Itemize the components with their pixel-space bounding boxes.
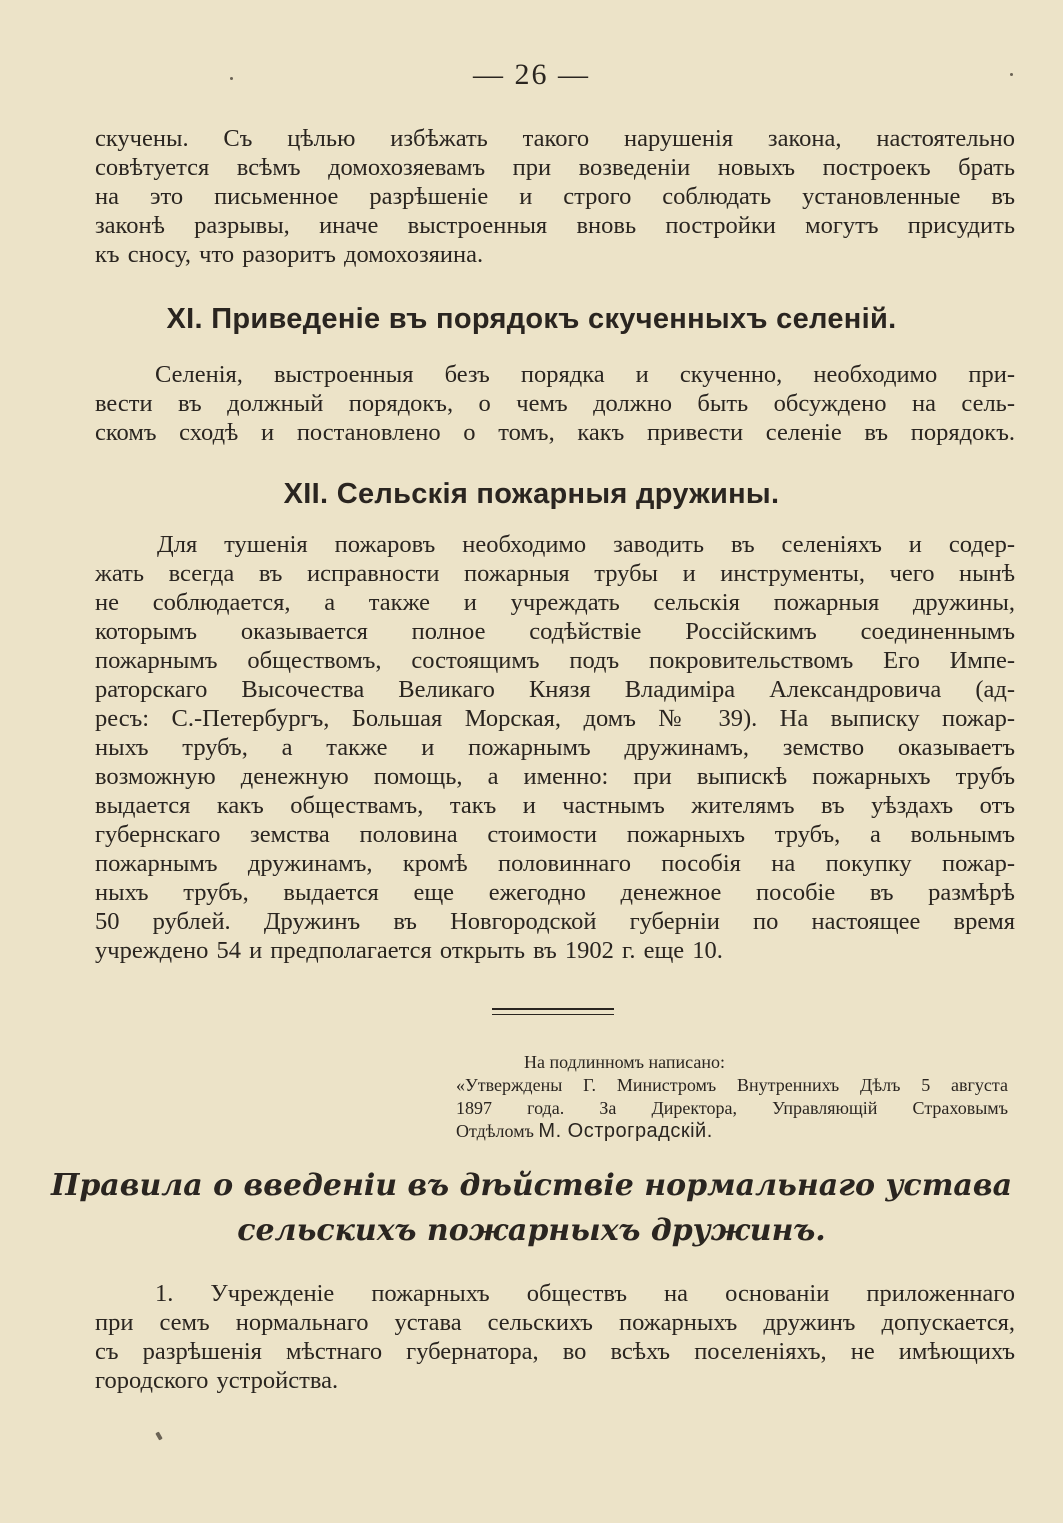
section-12-line: ныхъ трубъ, а также и пожарнымъ дружинамъ, земство оказываетъ [95,734,1015,761]
section-divider [492,1008,614,1015]
section-12-line: жать всегда въ исправности пожарныя трубы и инструменты, чего нынѣ [95,560,1015,587]
section-12-line: ныхъ трубъ, выдается еще ежегодно денежное пособіе въ размѣрѣ [95,879,1015,906]
section-12-line: не соблюдается, а также и учреждать сельскія пожарныя дружины, [95,589,1015,616]
approval-note-signature-line [456,1120,1008,1143]
section-11-line: скомъ сходѣ и постановлено о томъ, какъ привести селеніе въ порядокъ. [95,419,1015,446]
rules-title-line: Правила о введеніи въ дѣйствіе нормальнаго устава [50,1168,1013,1203]
intro-line: къ сносу, что разоритъ домохозяина. [95,241,484,268]
rules-title [0,1163,1063,1253]
signature-name: М. Остроградскій. [538,1120,713,1142]
approval-note-line: 1897 года. За Директора, Управляющій Страховымъ [456,1098,1008,1118]
approval-note-prefix: Отдѣломъ [456,1121,534,1141]
intro-line: законѣ разрывы, иначе выстроенныя вновь постройки могутъ присудить [95,212,1015,239]
section-12-line: пожарнымъ дружинамъ, кромѣ половиннаго пособія на покупку пожар- [95,850,1015,877]
rules-line: съ разрѣшенія мѣстнаго губернатора, во всѣхъ поселеніяхъ, не имѣющихъ [95,1338,1015,1365]
intro-paragraph [95,124,1015,269]
intro-line: скучены. Съ цѣлью избѣжать такого нарушенія закона, настоятельно [95,125,1015,152]
section-12-line: которымъ оказывается полное содѣйствіе Россійскимъ соединеннымъ [95,618,1015,645]
approval-note-head: На подлинномъ написано: [524,1052,725,1072]
section-12-heading: XII. Сельскія пожарныя дружины. [283,478,780,510]
section-11-heading: XI. Приведеніе въ порядокъ скученныхъ селеній. [166,303,897,335]
rules-line: городского устройства. [95,1367,339,1394]
section-11-paragraph [95,360,1015,447]
section-12-line: ресъ: С.-Петербургъ, Большая Морская, домъ № 39). На выписку пожар- [95,705,1015,732]
paper-speck [155,1432,162,1441]
approval-note-line: «Утверждены Г. Министромъ Внутреннихъ Дѣлъ 5 августа [456,1075,1008,1095]
intro-line: на это письменное разрѣшеніе и строго соблюдать установленные въ [95,183,1015,210]
section-12-line: Для тушенія пожаровъ необходимо заводить въ селеніяхъ и содер- [157,531,1015,558]
section-12-line: раторскаго Высочества Великаго Князя Владиміра Александровича (ад- [95,676,1015,703]
section-12-paragraph [95,530,1015,965]
rules-title-line: сельскихъ пожарныхъ дружинъ. [237,1213,826,1248]
section-12-line: возможную денежную помощь, а именно: при выпискѣ пожарныхъ трубъ [95,763,1015,790]
approval-note [456,1051,1008,1143]
rules-line: при семъ нормальнаго устава сельскихъ пожарныхъ дружинъ допускается, [95,1309,1015,1336]
rules-paragraph [95,1279,1015,1395]
paper-speck [1010,73,1013,76]
page-number: — 26 — [473,58,590,91]
section-12-line: 50 рублей. Дружинъ въ Новгородской губерніи по настоящее время [95,908,1015,935]
section-11-line: Селенія, выстроенныя безъ порядка и скученно, необходимо при- [155,361,1015,388]
section-11-line: вести въ должный порядокъ, о чемъ должно быть обсуждено на сель- [95,390,1015,417]
paper-speck [230,77,233,80]
rules-line: 1. Учрежденіе пожарныхъ обществъ на основаніи приложеннаго [155,1280,1015,1307]
section-12-line: губернскаго земства половина стоимости пожарныхъ трубъ, а вольнымъ [95,821,1015,848]
section-12-line: учреждено 54 и предполагается открыть въ 1902 г. еще 10. [95,937,723,964]
intro-line: совѣтуется всѣмъ домохозяевамъ при возведеніи новыхъ построекъ брать [95,154,1015,181]
section-12-line: выдается какъ обществамъ, такъ и частнымъ жителямъ въ уѣздахъ отъ [95,792,1015,819]
section-12-line: пожарнымъ обществомъ, состоящимъ подъ покровительствомъ Его Импе- [95,647,1015,674]
